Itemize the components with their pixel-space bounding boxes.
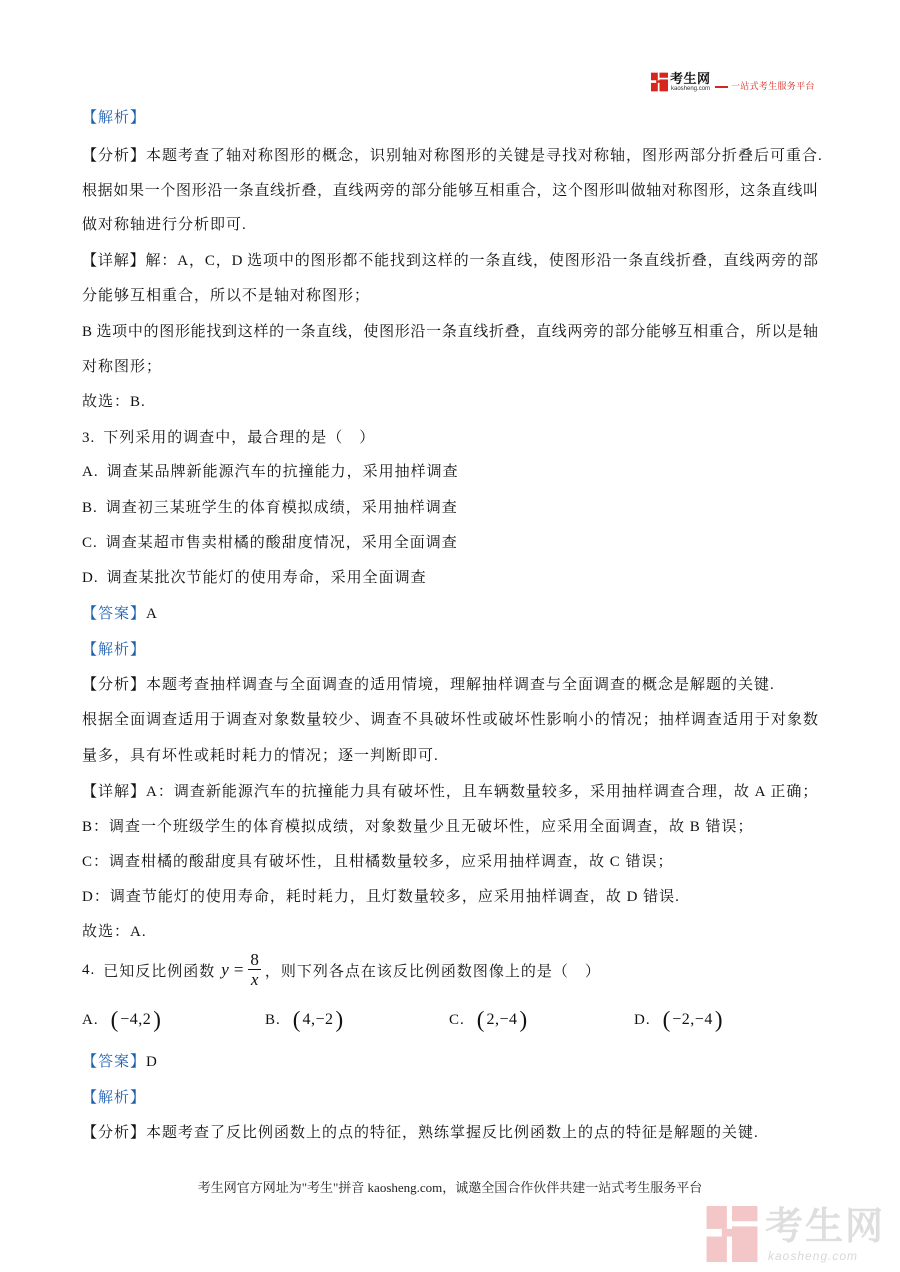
analysis-label: 【分析】 [82,677,147,693]
slogan: 一站式考生服务平台 [731,81,815,91]
answer-value: A [146,606,158,622]
option-text: 调查某超市售卖柑橘的酸甜度情况，采用全面调查 [105,535,458,551]
formula-equals: = [233,960,244,979]
q2-detail-line-1 [82,251,818,271]
q4-option-d [634,1007,722,1033]
q3-detail-line-1 [82,782,818,802]
answer-value: D [146,1054,158,1070]
right-paren: ) [519,1007,528,1032]
q3-analysis-line-2: 根据全面调查适用于调查对象数量较少、调查不具破坏性或破坏性影响小的情况；抽样调查适用于对象数 [82,712,818,728]
watermark-domain: kaosheng.com [768,1249,859,1263]
detail-text: 解：A，C，D 选项中的图形都不能找到这样的一条直线，使图形沿一条直线折叠，直线两旁的部 [145,253,818,269]
option-letter: D. [634,1011,651,1028]
option-letter: A. [82,1011,99,1028]
q3-stem [82,428,375,448]
question-text: 下列采用的调查中，最合理的是（ ） [103,430,376,446]
explanation-label: 【解析】 [82,642,147,658]
q3-option-d [82,568,427,588]
q2-analysis-line-1 [82,146,823,166]
left-paren: ( [476,1007,485,1032]
q3-detail-line-2: B：调查一个班级学生的体育模拟成绩，对象数量少且无破坏性，应采用全面调查，故 B 错误； [82,819,754,835]
q4-option-a [82,1007,161,1033]
q4-options [82,1007,822,1033]
slogan-dash [715,86,728,88]
question-number: 4. [82,961,96,978]
q3-analysis-line-1 [82,675,775,695]
fraction-numerator: 8 [250,950,259,969]
option-text: 调查某批次节能灯的使用寿命，采用全面调查 [106,570,427,586]
answer-label: 【答案】 [82,606,147,622]
q2-conclusion: 故选：B. [82,394,146,410]
option-text: 调查某品牌新能源汽车的抗撞能力，采用抽样调查 [106,464,459,480]
logo-domain: kaosheng.com [671,86,711,92]
left-paren: ( [292,1007,301,1032]
q3-option-a [82,462,459,482]
q4-option-b [265,1007,343,1033]
right-paren: ) [335,1007,344,1032]
watermark-logo-icon [706,1206,758,1262]
q4-option-c [449,1007,527,1033]
option-letter: C. [449,1011,465,1028]
detail-label: 【详解】 [82,253,146,269]
q2-analysis-line-3: 做对称轴进行分析即可. [82,217,247,233]
q4-stem [82,948,601,992]
q4-analysis-line-1 [82,1123,759,1143]
q3-option-c [82,533,458,553]
q3-explanation-heading [82,640,146,660]
analysis-text: 本题考查抽样调查与全面调查的适用情境，理解抽样调查与全面调查的概念是解题的关键. [146,677,775,693]
q4-explanation-heading [82,1088,146,1108]
explanation-label: 【解析】 [82,1090,147,1106]
left-paren: ( [662,1007,671,1032]
option-letter: A. [82,464,99,480]
question-text-after: ，则下列各点在该反比例函数图像上的是（ ） [264,963,601,980]
option-letter: C. [82,535,98,551]
q2-analysis-line-2: 根据如果一个图形沿一条直线折叠，直线两旁的部分能够互相重合，这个图形叫做轴对称图形，这条直线叫 [82,183,818,199]
answer-label: 【答案】 [82,1054,147,1070]
fraction-denominator: x [250,970,259,989]
analysis-label: 【分析】 [82,148,147,164]
option-point: −4,2 [120,1011,152,1028]
analysis-text: 本题考查了轴对称图形的概念，识别轴对称图形的关键是寻找对称轴，图形两部分折叠后可重合. [146,148,823,164]
watermark-name: 考生网 [765,1206,886,1248]
option-text: 调查初三某班学生的体育模拟成绩，采用抽样调查 [105,500,458,516]
detail-label: 【详解】 [82,784,147,800]
question-number: 3. [82,430,96,446]
logo-name: 考生网 [670,71,711,86]
option-letter: D. [82,570,99,586]
formula-fraction [248,950,261,990]
right-paren: ) [153,1007,161,1032]
analysis-label: 【分析】 [82,1125,147,1141]
explanation-label: 【解析】 [82,110,147,126]
q3-detail-line-4: D：调查节能灯的使用寿命，耗时耗力，且灯数量较多，应采用抽样调查，故 D 错误. [82,889,680,905]
formula-lhs: y [221,960,229,979]
q2-explanation-heading [82,108,146,128]
option-letter: B. [82,500,98,516]
left-paren: ( [110,1007,119,1032]
q3-analysis-line-3: 量多，具有坏性或耗时耗力的情况；逐一判断即可. [82,748,439,764]
q3-detail-line-3: C：调查柑橘的酸甜度具有破坏性，且柑橘数量较多，应采用抽样调查，故 C 错误； [82,854,674,870]
q4-answer [82,1052,158,1072]
detail-text: A：调查新能源汽车的抗撞能力具有破坏性，且车辆数量较多，采用抽样调查合理，故 A 正确； [146,784,819,800]
option-point: −2,−4 [672,1011,713,1028]
q3-option-b [82,498,458,518]
q2-detail-line-2: 分能够互相重合，所以不是轴对称图形； [82,288,371,304]
right-paren: ) [714,1007,723,1032]
q3-answer [82,604,158,624]
kaosheng-logo-icon [651,72,668,92]
q2-detail-line-3: B 选项中的图形能找到这样的一条直线，使图形沿一条直线折叠，直线两旁的部分能够互相重合，所以是轴 [82,324,818,340]
q2-detail-line-4: 对称图形； [82,359,163,375]
option-point: 4,−2 [302,1011,334,1028]
option-point: 2,−4 [486,1011,518,1028]
page-footer: 考生网官方网址为"考生"拼音 kaosheng.com，诚邀全国合作伙伴共建一站式考生服务平台 [197,1180,703,1195]
analysis-text: 本题考查了反比例函数上的点的特征，熟练掌握反比例函数上的点的特征是解题的关键. [146,1125,759,1141]
option-letter: B. [265,1011,281,1028]
q3-conclusion: 故选：A. [82,924,147,940]
question-text-before: 已知反比例函数 [103,963,216,980]
